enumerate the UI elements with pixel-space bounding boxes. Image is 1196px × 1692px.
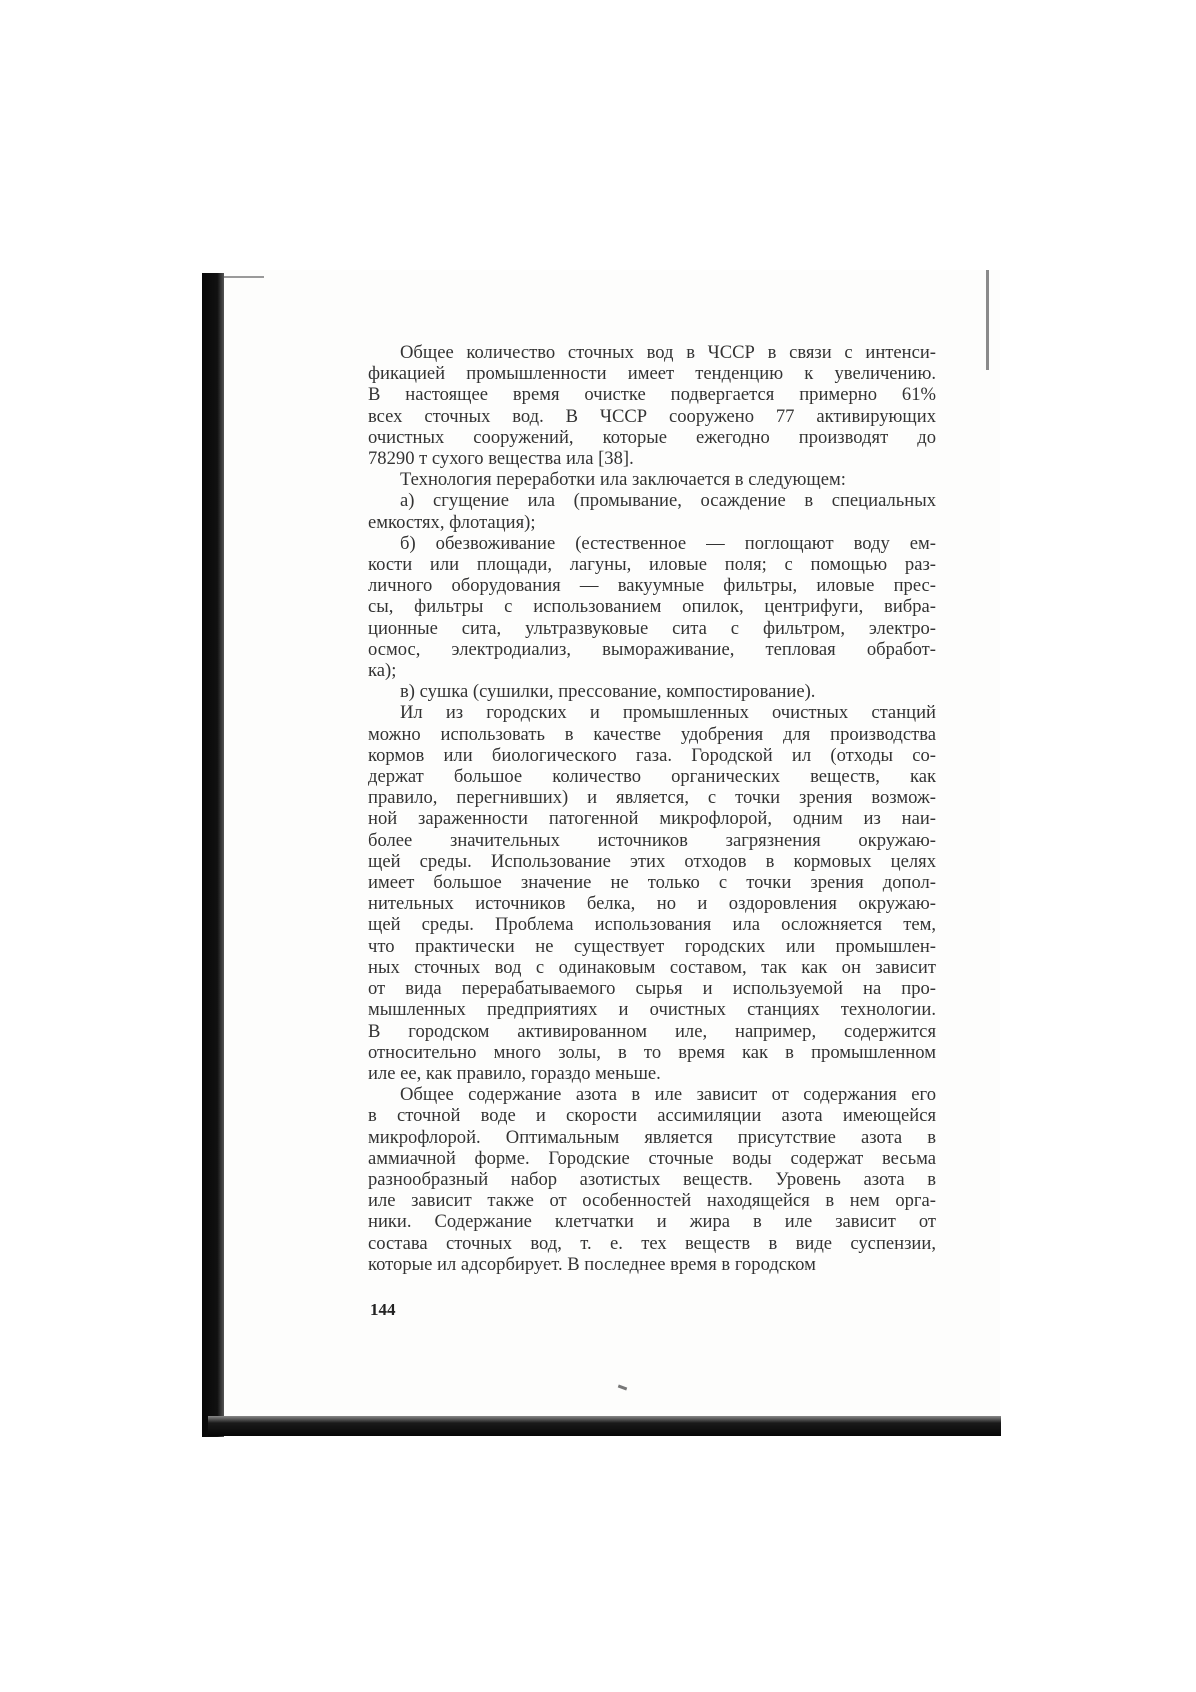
text-line: ционные сита, ультразвуковые сита с фильтром, электро- [368, 617, 936, 639]
text-line: осмос, электродиализ, вымораживание, тепловая обработ- [368, 638, 936, 660]
text-line: Общее количество сточных вод в ЧССР в связи с интенси- [400, 342, 936, 363]
text-line: ной зараженности патогенной микрофлорой, одним из наи- [368, 808, 936, 830]
scan-edge-right [986, 270, 989, 370]
text-line: что практически не существует городских или промышлен- [368, 935, 936, 957]
text-line: разнообразный набор азотистых веществ. Уровень азота в [368, 1168, 936, 1190]
text-line: Общее содержание азота в иле зависит от содержания его [400, 1084, 936, 1106]
body-text [368, 342, 936, 1275]
text-line: ных сточных вод с одинаковым составом, так как он зависит [368, 956, 936, 978]
text-line: Ил из городских и промышленных очистных станций [400, 702, 936, 724]
text-line: кости или площади, лагуны, иловые поля; с помощью раз- [368, 554, 936, 576]
text-line: емкостях, флотация); [368, 511, 536, 533]
page-number: 144 [370, 1300, 396, 1319]
text-line: держат большое количество органических веществ, как [368, 766, 936, 788]
text-line: В настоящее время очистке подвергается примерно 61% [368, 384, 936, 406]
text-line: б) обезвоживание (естественное — поглощают воду ем- [400, 532, 936, 554]
text-line: сы, фильтры с использованием опилок, центрифуги, вибра- [368, 596, 936, 618]
text-line: состава сточных вод, т. е. тех веществ в виде суспензии, [368, 1232, 936, 1254]
text-line: в) сушка (сушилки, прессование, компостирование). [400, 681, 816, 703]
text-line: аммиачной форме. Городские сточные воды содержат весьма [368, 1147, 936, 1169]
text-line: Технология переработки ила заключается в следующем: [400, 469, 846, 491]
text-line: очистных сооружений, которые ежегодно производят до [368, 426, 936, 448]
text-line: можно использовать в качестве удобрения для производства [368, 723, 936, 745]
text-line: иле ее, как правило, гораздо меньше. [368, 1062, 661, 1084]
text-line: кормов или биологического газа. Городской ил (отходы со- [368, 744, 936, 766]
scan-shadow-bottom [208, 1416, 1001, 1436]
text-line: в сточной воде и скорости ассимиляции азота имеющейся [368, 1105, 936, 1127]
text-line: а) сгущение ила (промывание, осаждение в специальных [400, 490, 936, 512]
text-line: правило, перегнивших) и является, с точки зрения возмож- [368, 787, 936, 809]
text-line: мышленных предприятиях и очистных станциях технологии. [368, 999, 936, 1021]
text-line: имеет большое значение не только с точки зрения допол- [368, 872, 936, 894]
text-line: всех сточных вод. В ЧССР сооружено 77 активирующих [368, 405, 936, 427]
text-line: микрофлорой. Оптимальным является присутствие азота в [368, 1126, 936, 1148]
text-line: иле зависит также от особенностей находящейся в нем орга- [368, 1190, 936, 1212]
text-line: которые ил адсорбирует. В последнее время в городском [368, 1253, 816, 1275]
text-line: личного оборудования — вакуумные фильтры, иловые прес- [368, 575, 936, 597]
text-line: 78290 т сухого вещества ила [38]. [368, 448, 634, 470]
text-line: В городском активированном иле, например, содержится [368, 1020, 936, 1042]
text-line: более значительных источников загрязнения окружаю- [368, 829, 936, 851]
text-line: щей среды. Проблема использования ила осложняется тем, [368, 914, 936, 936]
scan-shadow-left [202, 273, 224, 1437]
text-line: от вида перерабатываемого сырья и используемой на про- [368, 978, 936, 1000]
text-line: относительно много золы, в то время как в промышленном [368, 1041, 936, 1063]
text-line: нительных источников белка, но и оздоровления окружаю- [368, 893, 936, 915]
text-line: фикацией промышленности имеет тенденцию к увеличению. [368, 363, 936, 385]
text-line: ники. Содержание клетчатки и жира в иле зависит от [368, 1211, 936, 1233]
text-line: щей среды. Использование этих отходов в кормовых целях [368, 850, 936, 872]
scan-edge-top [224, 276, 264, 278]
text-line: ка); [368, 660, 397, 682]
